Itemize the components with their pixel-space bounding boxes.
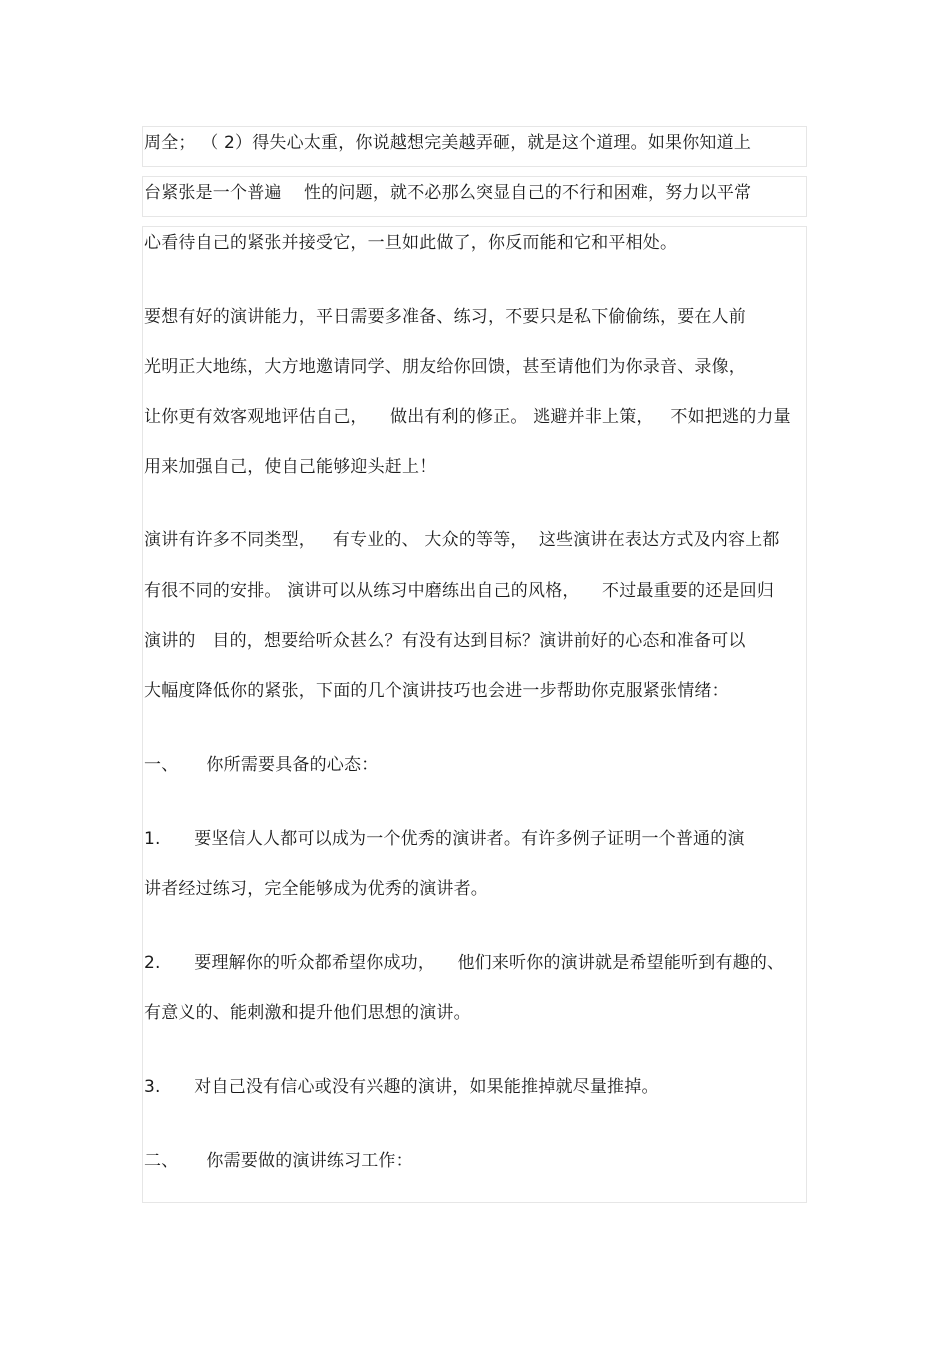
paragraph-line: 有很不同的安排。 演讲可以从练习中磨练出自己的风格， 不过最重要的还是回归 [144, 581, 775, 601]
paragraph-line: 周全； （ 2）得失心太重，你说越想完美越弄砸，就是这个道理。如果你知道上 [144, 133, 752, 153]
list-item-line: 3. 对自己没有信心或没有兴趣的演讲，如果能推掉就尽量推掉。 [144, 1077, 659, 1097]
list-item-line: 2. 要理解你的听众都希望你成功， 他们来听你的演讲就是希望能听到有趣的、 [144, 953, 785, 973]
section-heading: 二、 你需要做的演讲练习工作： [144, 1151, 413, 1171]
paragraph-line: 心看待自己的紧张并接受它，一旦如此做了，你反而能和它和平相处。 [144, 233, 678, 253]
section-heading: 一、 你所需要具备的心态： [144, 755, 379, 775]
paragraph-line: 台紧张是一个普遍 性的问题，就不必那么突显自己的不行和困难，努力以平常 [144, 183, 752, 203]
paragraph-line: 演讲有许多不同类型， 有专业的、 大众的等等， 这些演讲在表达方式及内容上都 [144, 530, 780, 550]
paragraph-line: 大幅度降低你的紧张，下面的几个演讲技巧也会进一步帮助你克服紧张情绪： [144, 681, 729, 701]
list-item-line: 有意义的、能刺激和提升他们思想的演讲。 [144, 1003, 471, 1023]
paragraph-line: 用来加强自己，使自己能够迎头赶上！ [144, 457, 437, 477]
list-item-line: 讲者经过练习，完全能够成为优秀的演讲者。 [144, 879, 488, 899]
paragraph-line: 光明正大地练，大方地邀请同学、朋友给你回馈，甚至请他们为你录音、录像， [144, 357, 746, 377]
paragraph-line: 让你更有效客观地评估自己， 做出有利的修正。 逃避并非上策， 不如把逃的力量 [144, 407, 791, 427]
paragraph-line: 要想有好的演讲能力，平日需要多准备、练习，不要只是私下偷偷练，要在人前 [144, 307, 746, 327]
list-item-line: 1. 要坚信人人都可以成为一个优秀的演讲者。有许多例子证明一个普通的演 [144, 829, 745, 849]
paragraph-line: 演讲的 目的，想要给听众甚么？有没有达到目标？演讲前好的心态和准备可以 [144, 631, 746, 651]
